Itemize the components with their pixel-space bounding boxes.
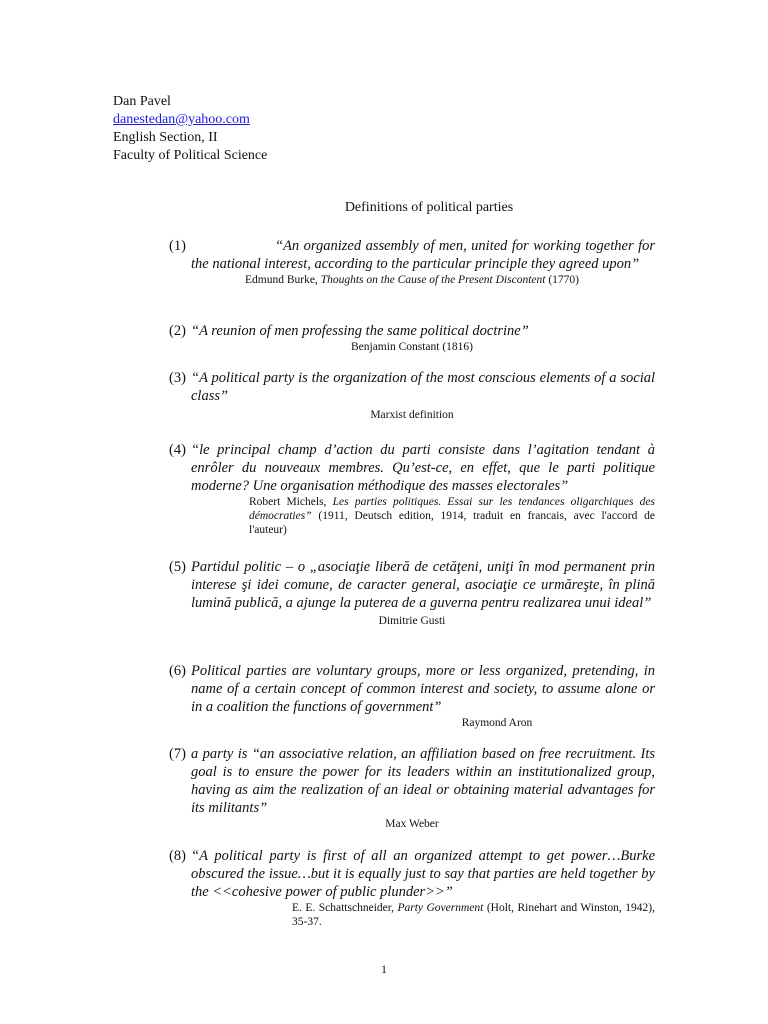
- author-faculty: Faculty of Political Science: [113, 148, 268, 163]
- source-detail: (1911, Deutsch edition, 1914, traduit en francais, avec l'accord de l'auteur): [249, 510, 655, 536]
- definition-text: [169, 237, 655, 273]
- definition-quote: “an associative relation, an affiliation based on free recruitment. Its goal is to ensure the power for its leaders within an institutionalized group, having as aim the realization of an ideal or obtaining material advantages for its militants”: [191, 746, 656, 816]
- definition-text: [169, 847, 655, 901]
- definition-4: [169, 441, 655, 537]
- definition-quote: “An organized assembly of men, united for working together for the national interest, according to the particular principle they agreed upon”: [191, 238, 655, 272]
- author-email-link[interactable]: danestedan@yahoo.com: [113, 112, 250, 127]
- definition-source: [169, 495, 655, 537]
- definition-text: [169, 322, 655, 340]
- source-detail: (1770): [545, 274, 579, 286]
- source-title: Party Government: [397, 902, 484, 914]
- source-title: Les parties politiques. Essai sur les tendances oligarchiques des démocraties”: [249, 496, 655, 522]
- definition-text: [169, 441, 655, 495]
- definition-number: (3): [169, 370, 186, 386]
- source-author: Robert Michels,: [249, 496, 333, 508]
- source-author: Edmund Burke,: [244, 274, 321, 286]
- definition-lead: a party is: [191, 746, 252, 762]
- definition-number: (7): [169, 746, 186, 762]
- definition-source: Max Weber: [385, 818, 439, 830]
- document-title-text: Definitions of political parties: [344, 200, 514, 215]
- definition-source: Raymond Aron: [461, 717, 533, 729]
- definition-quote: “A reunion of men professing the same political doctrine”: [191, 323, 529, 339]
- definition-quote: “le principal champ d’action du parti consiste dans l’agitation tendant à enrôler du nouveaux membres. Qu’est-ce, en effet, que le parti politique moderne? Une organisation méthodique des masses electorales”: [191, 442, 655, 494]
- page-number: 1: [381, 962, 387, 976]
- definition-text: [169, 662, 655, 716]
- definition-quote: “A political party is the organization of the most conscious elements of a social class”: [191, 370, 655, 404]
- source-author: E. E. Schattschneider,: [292, 902, 398, 914]
- definition-7: [169, 745, 655, 831]
- definition-text: [169, 745, 655, 817]
- definition-text: [169, 369, 655, 405]
- definition-quote: “A political party is first of all an organized attempt to get power…Burke obscured the issue…but it is equally just to say that parties are held together by the <<cohesive power of public plunder>>”: [191, 848, 655, 900]
- definition-source: [169, 901, 655, 929]
- definition-number: (5): [169, 559, 186, 575]
- definition-number: (4): [169, 442, 186, 458]
- definition-6: [169, 662, 655, 730]
- definition-source: [169, 273, 655, 287]
- definition-quote: Political parties are voluntary groups, more or less organized, pretending, in name of a certain concept of common interest and society, to assume alone or in a coalition the functions of government”: [191, 663, 655, 715]
- source-detail: (Holt, Rinehart and Winston, 1942), 35-37.: [292, 902, 655, 928]
- definition-1: [169, 237, 655, 287]
- author-name: Dan Pavel: [113, 94, 171, 109]
- document-title: [0, 200, 768, 216]
- definition-5: [169, 558, 655, 628]
- author-header: [113, 93, 267, 165]
- author-section: English Section, II: [113, 130, 218, 145]
- definition-number: (1): [169, 238, 186, 254]
- definition-number: (2): [169, 323, 186, 339]
- definition-2: [169, 322, 655, 354]
- definition-source: Benjamin Constant (1816): [350, 341, 473, 353]
- definition-3: [169, 369, 655, 422]
- definition-number: (6): [169, 663, 186, 679]
- definition-quote: Partidul politic – o „asociaţie liberă de cetăţeni, uniţi în mod permanent prin interese şi idei comune, de caracter general, asociaţie ce urmăreşte, în plină lumină publică, a ajunge la puterea de a guverna pentru realizarea unui ideal”: [191, 559, 655, 611]
- definition-8: [169, 847, 655, 929]
- definition-source: Marxist definition: [370, 409, 454, 421]
- definition-text: [169, 558, 655, 612]
- definition-source: Dimitrie Gusti: [378, 615, 446, 627]
- source-title: Thoughts on the Cause of the Present Discontent: [320, 274, 546, 286]
- definition-number: (8): [169, 848, 186, 864]
